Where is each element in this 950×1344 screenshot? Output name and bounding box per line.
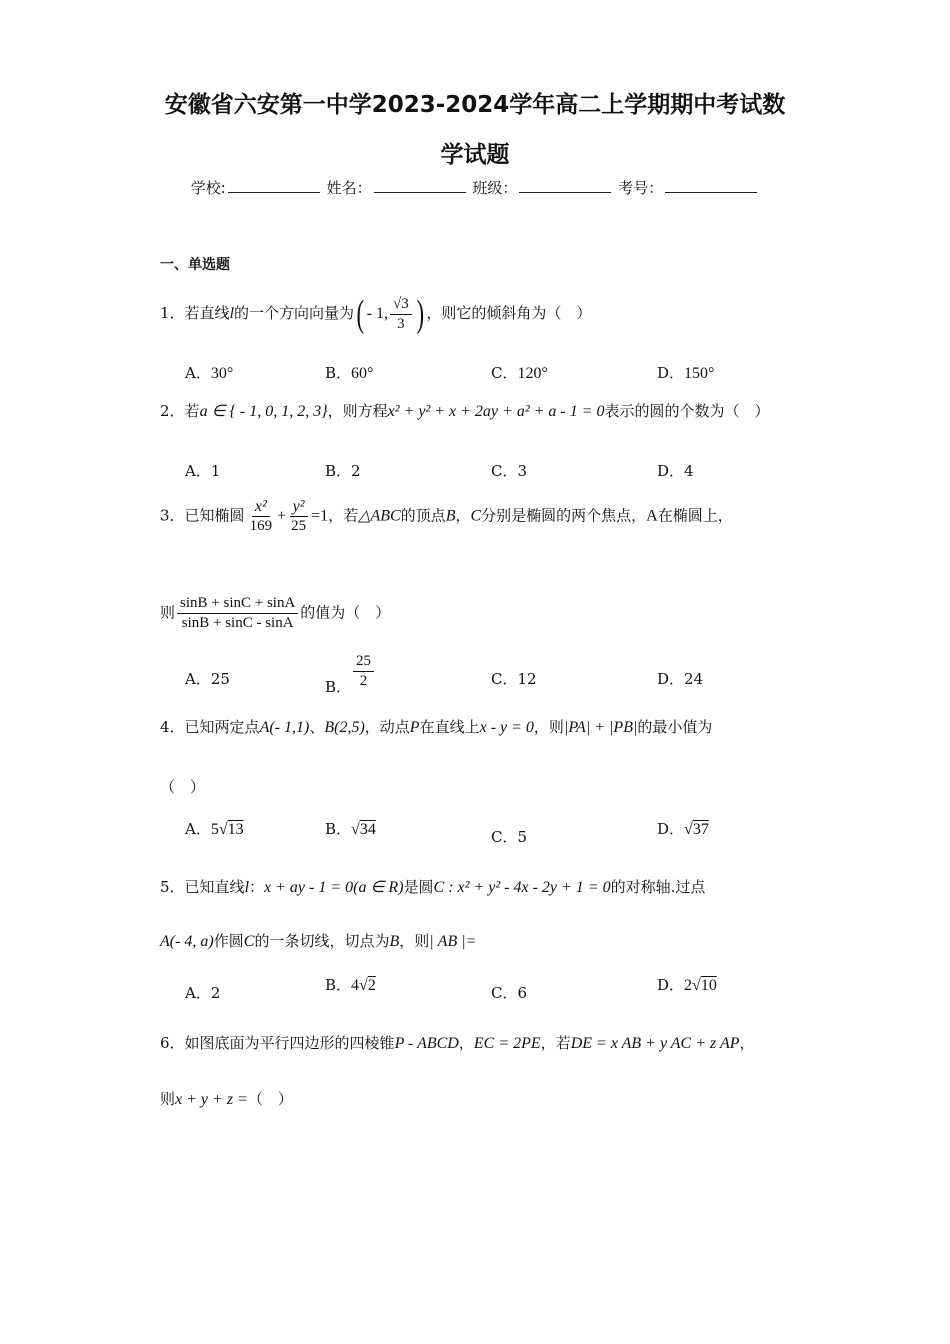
q4-option-d: D．√37 bbox=[657, 820, 709, 838]
q3-ratio: $\frac{\sin B + \sin C + \sin A}{\sin B + \sin C - \sin A}$ bbox=[177, 594, 298, 633]
q2-option-b: B．2 bbox=[325, 462, 361, 480]
q2-equation: x² + y² + x + 2ay + a² + a - 1 = 0 bbox=[387, 403, 605, 420]
q1-option-c: C．120° bbox=[491, 364, 548, 382]
q1-vector-x: - 1, bbox=[366, 305, 389, 322]
q1-option-d: D．150° bbox=[657, 364, 715, 382]
q2-number: 2． bbox=[160, 402, 185, 420]
q3-option-b: B． $\frac{25}{2}$ bbox=[325, 652, 376, 691]
q5-option-c: C．6 bbox=[491, 984, 528, 1002]
question-1 bbox=[160, 292, 591, 336]
q5-option-d: D．2√10 bbox=[657, 976, 717, 994]
q4-option-c: C．5 bbox=[491, 828, 528, 846]
q4-paren: （ ） bbox=[160, 778, 206, 796]
q5-option-a: A．2 bbox=[185, 984, 221, 1002]
q5-circle-eq: C : x² + y² - 4x - 2y + 1 = 0 bbox=[433, 879, 611, 896]
q3-option-c: C．12 bbox=[491, 670, 537, 688]
q3-frac-x: $\frac{\text{x²}}{169}$ bbox=[249, 498, 273, 534]
right-paren-icon: ) bbox=[416, 293, 424, 335]
q1-text: 若直线 bbox=[184, 304, 230, 322]
class-blank bbox=[519, 178, 611, 193]
q1-vector-y: $\frac{√3}{3}$ bbox=[390, 295, 412, 334]
question-3-cont: 则 $\frac{\sin B + \sin C + \sin A}{\sin B + \sin C - \sin A}$ 的值为（ ） bbox=[160, 595, 391, 631]
q1-text: 的一个方向向量为 bbox=[234, 304, 355, 322]
exam-title-line2: 学试题 bbox=[440, 142, 510, 168]
q3-option-d: D．24 bbox=[657, 670, 704, 688]
q2-option-c: C．3 bbox=[491, 462, 528, 480]
name-label: 姓名： bbox=[326, 179, 372, 197]
left-paren-icon: ( bbox=[356, 293, 365, 335]
q2-option-a: A．1 bbox=[185, 462, 221, 480]
q5-point: A(- 4, a) bbox=[160, 933, 214, 950]
q1-option-a: A．30° bbox=[185, 364, 234, 382]
question-6-cont: 则x + y + z =（ ） bbox=[160, 1090, 293, 1108]
q6-pyramid: P - ABCD bbox=[394, 1035, 459, 1052]
name-blank bbox=[374, 178, 466, 193]
q4-expr: |PA| + |PB| bbox=[563, 719, 638, 736]
q2-set-expr: a ∈ { - 1, 0, 1, 2, 3} bbox=[199, 403, 328, 420]
q4-line: x - y = 0 bbox=[479, 719, 534, 736]
q2-text: ，则方程 bbox=[327, 402, 388, 420]
q2-option-d: D．4 bbox=[657, 462, 694, 480]
q3-frac-y: $\frac{\text{y²}}{25}$ bbox=[291, 498, 307, 534]
question-5: 5．已知直线l：x + ay - 1 = 0(a ∈ R)是圆C : x² + y² - 4x - 2y + 1 = 0的对称轴.过点 bbox=[160, 878, 706, 896]
q3-triangle: △ABC bbox=[358, 507, 401, 525]
q4-point-b: B(2,5) bbox=[324, 719, 365, 736]
question-3: 3．已知椭圆 $\frac{\text{x²}}{169}$ + $\frac{\text{y²}}{25}$ =1，若△ABC的顶点B，C分别是椭圆的两个焦点，A在椭圆上， bbox=[160, 498, 733, 534]
q6-sum: x + y + z = bbox=[175, 1091, 248, 1108]
q6-vector-eq: DE = x AB + y AC + z AP bbox=[570, 1035, 740, 1052]
student-info-line bbox=[0, 177, 950, 198]
exam-title-line1: 安徽省六安第一中学2023-2024学年高二上学期期中考试数 bbox=[164, 92, 786, 118]
q1-option-b: B．60° bbox=[325, 364, 374, 382]
question-6: 6．如图底面为平行四边形的四棱锥P - ABCD，EC = 2PE，若DE = x AB + y AC + z AP， bbox=[160, 1034, 755, 1052]
q1-var-l: l bbox=[229, 305, 235, 322]
q2-text: 若 bbox=[184, 402, 200, 420]
q5-option-b: B．4√2 bbox=[325, 976, 376, 994]
class-label: 班级： bbox=[472, 179, 518, 197]
q4-point-a: A(- 1,1) bbox=[259, 719, 310, 736]
q1-number: 1． bbox=[160, 304, 185, 322]
q1-text: ，则它的倾斜角为（ ） bbox=[426, 304, 592, 322]
question-4: 4．已知两定点A(- 1,1)、B(2,5)，动点P在直线上x - y = 0，则|PA| + |PB|的最小值为 bbox=[160, 718, 713, 736]
q5-abs: | AB |= bbox=[429, 933, 477, 950]
exam-no-blank bbox=[665, 178, 757, 193]
q2-text: 表示的圆的个数为（ ） bbox=[604, 402, 770, 420]
q3-number: 3． bbox=[160, 506, 185, 525]
question-5-cont: A(- 4, a)作圆C的一条切线，切点为B，则| AB |= bbox=[160, 932, 477, 950]
exam-no-label: 考号： bbox=[618, 179, 664, 197]
school-label: 学校: bbox=[190, 179, 226, 197]
q4-option-b: B．√34 bbox=[325, 820, 376, 838]
section-title: 一、单选题 bbox=[160, 257, 230, 273]
question-2 bbox=[160, 400, 770, 421]
q3-text: 已知椭圆 bbox=[184, 506, 245, 525]
q5-line-eq: x + ay - 1 = 0(a ∈ R) bbox=[264, 879, 404, 896]
school-blank bbox=[228, 178, 320, 193]
q6-ec: EC = 2PE bbox=[473, 1035, 541, 1052]
q3-option-a: A．25 bbox=[185, 670, 230, 688]
q4-option-a: A．5√13 bbox=[185, 820, 244, 838]
